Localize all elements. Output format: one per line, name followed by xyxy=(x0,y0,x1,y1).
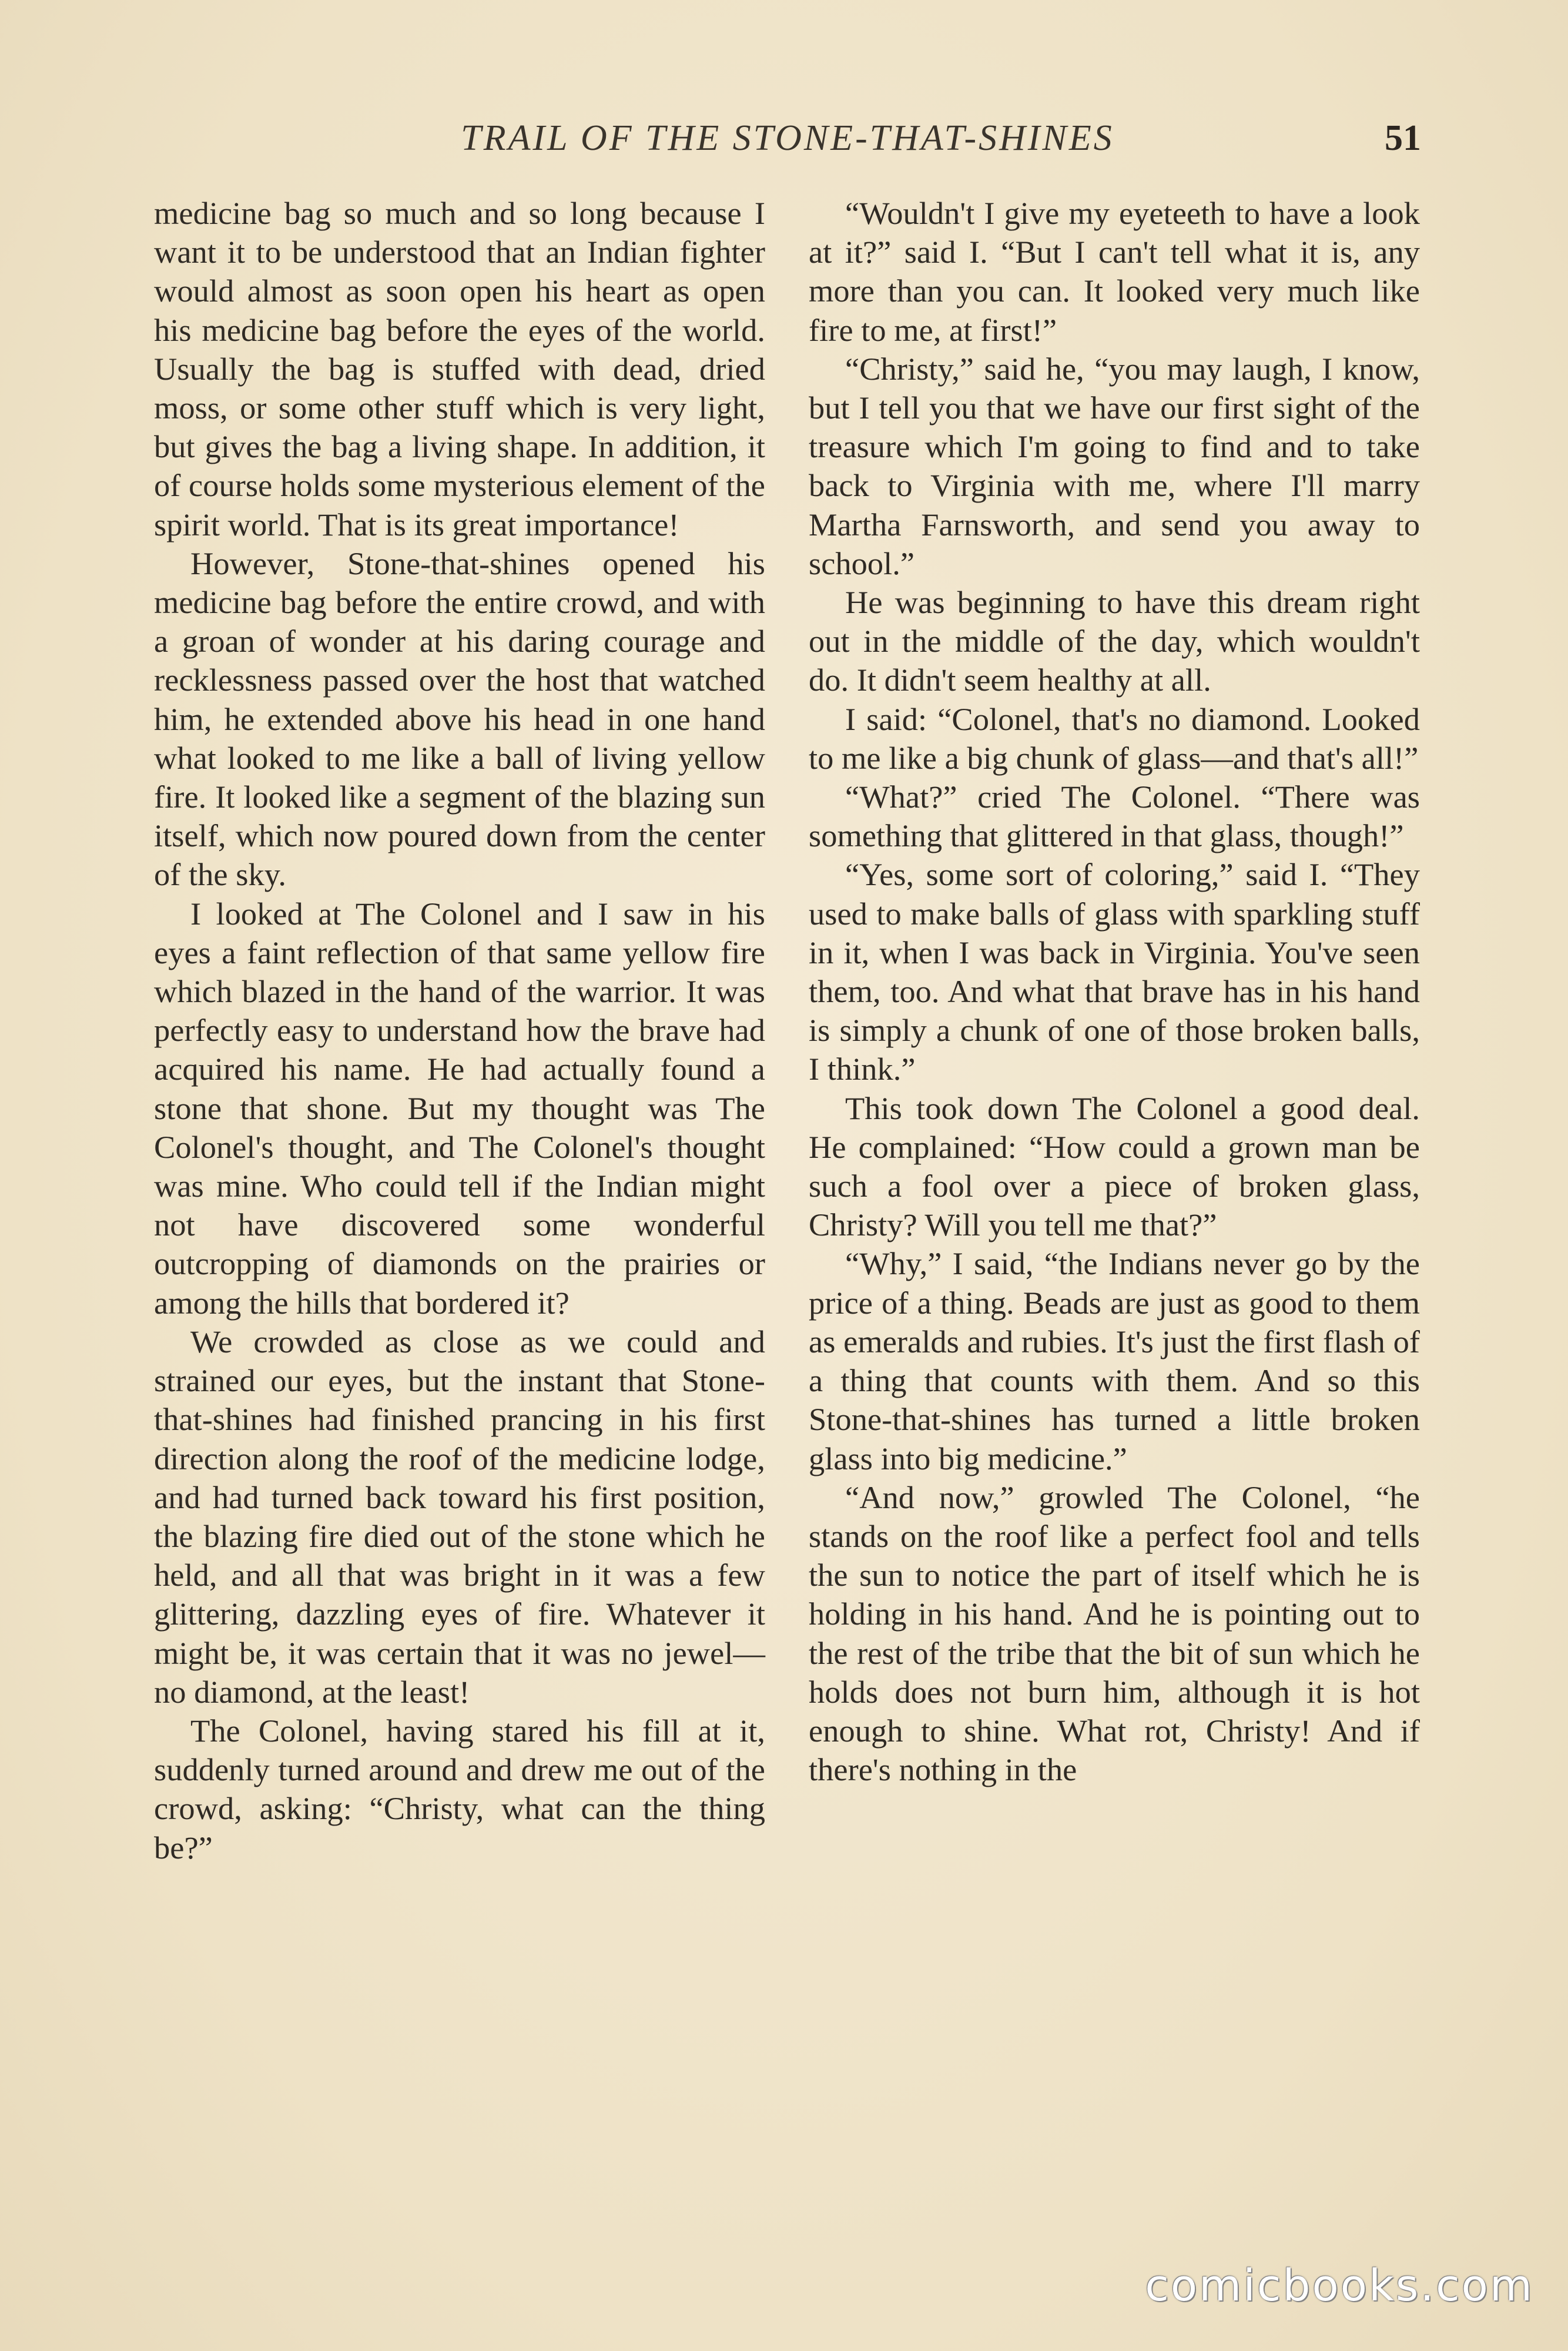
paragraph: The Colonel, having stared his fill at it, suddenly turned around and drew me out of the crowd, asking: “Christy, what can the thing be?” xyxy=(154,1712,765,1866)
watermark: comicbooks.com xyxy=(1145,2260,1534,2311)
right-column xyxy=(809,194,1420,1789)
paragraph: “Yes, some sort of coloring,” said I. “They used to make balls of glass with sparkling stuff in it, when I was back in Virginia. You've seen them, too. And what that brave has in his hand is simply a chunk of one of those broken balls, I think.” xyxy=(809,856,1420,1087)
paragraph: medicine bag so much and so long because I want it to be understood that an Indian fighter would almost as soon open his heart as open his medicine bag before the eyes of the world. Usually the bag is stuffed with dead, dried moss, or some other stuff which is very light, but gives the bag a living shape. In addition, it of course holds some mysterious element of the spirit world. That is its great importance! xyxy=(154,195,765,542)
paragraph: He was beginning to have this dream right out in the middle of the day, which wouldn't do. It didn't seem healthy at all. xyxy=(809,584,1420,698)
paragraph: “Christy,” said he, “you may laugh, I know, but I tell you that we have our first sight of the treasure which I'm going to find and to take back to Virginia with me, where I'll marry Martha Farnsworth, and send you away to school.” xyxy=(809,350,1420,581)
paragraph: We crowded as close as we could and strained our eyes, but the instant that Stone-that-shines had finished prancing in his first direction along the roof of the medicine lodge, and had turned back toward his first position, the blazing fire died out of the stone which he held, and all that was bright in it was a few glittering, dazzling eyes of fire. Whatever it might be, it was certain that it was no jewel—no diamond, at the least! xyxy=(154,1323,765,1710)
paragraph: I looked at The Colonel and I saw in his eyes a faint reflection of that same yellow fire which blazed in the hand of the warrior. It was perfectly easy to understand how the brave had acquired his name. He had actually found a stone that shone. But my thought was The Colonel's thought, and The Colonel's thought was mine. Who could tell if the Indian might not have discovered some wonderful outcropping of diamonds on the prairies or among the hills that bordered it? xyxy=(154,895,765,1321)
page-number: 51 xyxy=(1385,118,1421,158)
running-head: TRAIL OF THE STONE-THAT-SHINES xyxy=(461,118,1114,158)
paragraph: I said: “Colonel, that's no diamond. Looked to me like a big chunk of glass—and that's all!” xyxy=(809,701,1420,776)
paragraph: “Why,” I said, “the Indians never go by the price of a thing. Beads are just as good to them as emeralds and rubies. It's just the first flash of a thing that counts with them. And so this Stone-that-shines has turned a little broken glass into big medicine.” xyxy=(809,1245,1420,1476)
paragraph: “And now,” growled The Colonel, “he stands on the roof like a perfect fool and tells the sun to notice the part of itself which he is holding in his hand. And he is pointing out to the rest of the tribe that the bit of sun which he holds does not burn him, although it is hot enough to shine. What rot, Christy! And if there's nothing in the xyxy=(809,1479,1420,1788)
paragraph: However, Stone-that-shines opened his medicine bag before the entire crowd, and with a groan of wonder at his daring courage and recklessness passed over the host that watched him, he extended above his head in one hand what looked to me like a ball of living yellow fire. It looked like a segment of the blazing sun itself, which now poured down from the center of the sky. xyxy=(154,545,765,893)
paragraph: “What?” cried The Colonel. “There was something that glittered in that glass, though!” xyxy=(809,779,1420,854)
left-column xyxy=(154,194,765,1867)
paragraph: This took down The Colonel a good deal. He complained: “How could a grown man be such a fool over a piece of broken glass, Christy? Will you tell me that?” xyxy=(809,1090,1420,1243)
paragraph: “Wouldn't I give my eyeteeth to have a look at it?” said I. “But I can't tell what it is, any more than you can. It looked very much like fire to me, at first!” xyxy=(809,195,1420,348)
